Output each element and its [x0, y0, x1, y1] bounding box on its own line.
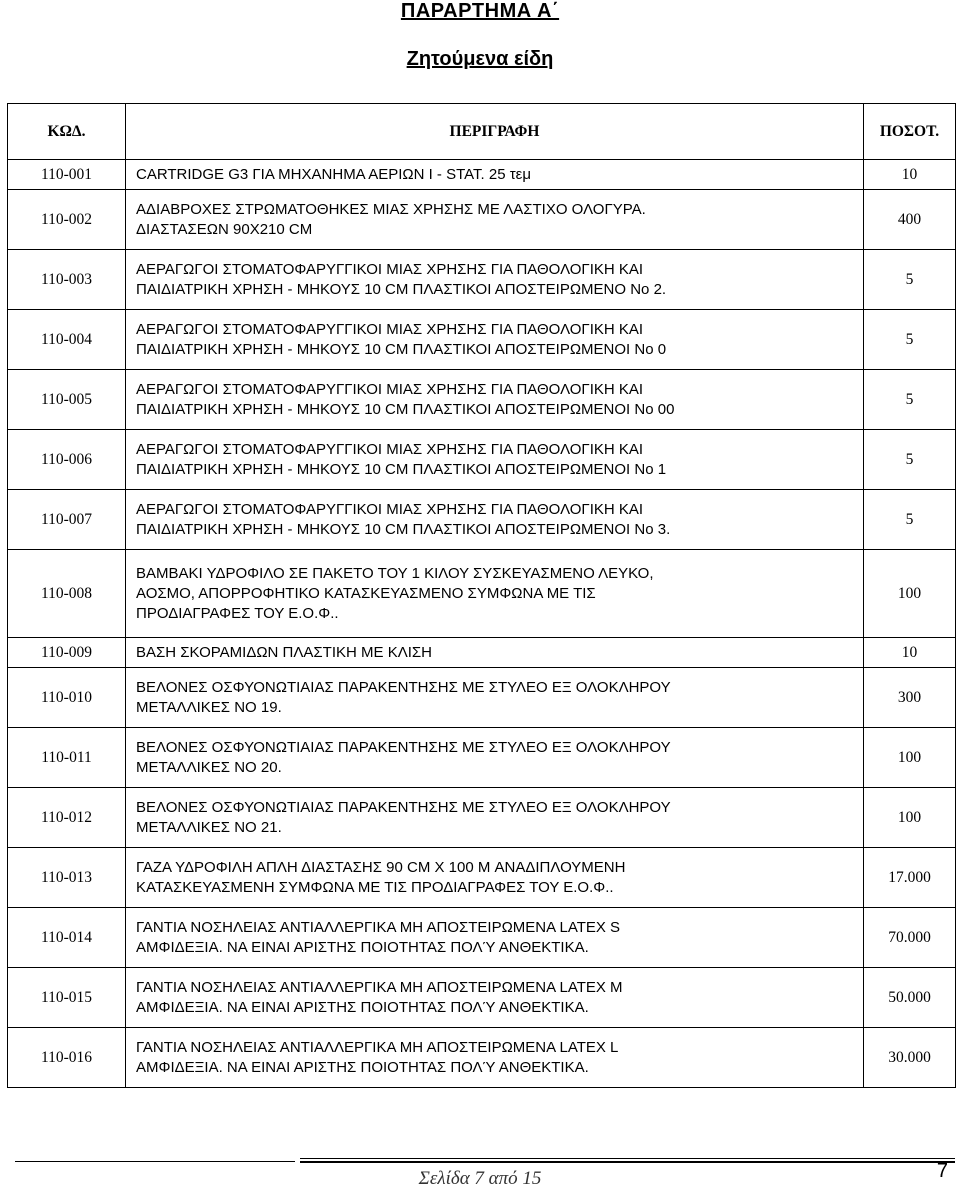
item-code: 110-003	[8, 250, 126, 310]
item-description-line: ΜΕΤΑΛΛΙΚΕΣ ΝΟ 21.	[136, 818, 282, 836]
item-description-line: ΑΕΡΑΓΩΓΟΙ ΣΤΟΜΑΤΟΦΑΡΥΓΓΙΚΟΙ ΜΙΑΣ ΧΡΗΣΗΣ ΓΙΑ ΠΑΘΟΛΟΓΙΚΗ ΚΑΙ	[136, 380, 644, 398]
page-subtitle: Ζητούμενα είδη	[406, 48, 554, 70]
table-row	[8, 310, 956, 370]
table-row	[8, 848, 956, 908]
table-row	[8, 370, 956, 430]
item-code: 110-012	[8, 788, 126, 848]
items-table	[7, 103, 956, 1088]
item-code: 110-006	[8, 430, 126, 490]
item-description	[126, 310, 864, 370]
item-code: 110-005	[8, 370, 126, 430]
item-code: 110-016	[8, 1028, 126, 1088]
item-code: 110-009	[8, 638, 126, 668]
item-description	[126, 1028, 864, 1088]
item-description	[126, 490, 864, 550]
item-description-line: ΜΕΤΑΛΛΙΚΕΣ ΝΟ 20.	[136, 758, 282, 776]
item-quantity: 100	[864, 788, 956, 848]
item-code: 110-015	[8, 968, 126, 1028]
item-description-line: ΑΟΣΜΟ, ΑΠΟΡΡΟΦΗΤΙΚΟ ΚΑΤΑΣΚΕΥΑΣΜΕΝΟ ΣΥΜΦΩΝΑ ΜΕ ΤΙΣ	[136, 584, 596, 602]
table-row	[8, 968, 956, 1028]
column-header-description: ΠΕΡΙΓΡΑΦΗ	[126, 104, 864, 160]
item-quantity: 5	[864, 370, 956, 430]
table-row	[8, 550, 956, 638]
item-description	[126, 370, 864, 430]
item-quantity: 5	[864, 310, 956, 370]
table-row	[8, 490, 956, 550]
item-code: 110-001	[8, 160, 126, 190]
item-description-line: ΒΕΛΟΝΕΣ ΟΣΦΥΟΝΩΤΙΑΙΑΣ ΠΑΡΑΚΕΝΤΗΣΗΣ ΜΕ ΣΤΥΛΕΟ ΕΞ ΟΛΟΚΛΗΡΟΥ	[136, 738, 671, 756]
footer-divider-thin	[300, 1158, 955, 1159]
item-description-line: ΓΑΝΤΙΑ ΝΟΣΗΛΕΙΑΣ ΑΝΤΙΑΛΛΕΡΓΙΚΑ ΜΗ ΑΠΟΣΤΕΙΡΩΜΕΝΑ LATEX S	[136, 918, 621, 936]
item-description-line: ΑΜΦΙΔΕΞΙΑ. ΝΑ ΕΙΝΑΙ ΑΡΙΣΤΗΣ ΠΟΙΟΤΗΤΑΣ ΠΟΛΎ ΑΝΘΕΚΤΙΚΑ.	[136, 938, 589, 956]
item-quantity: 5	[864, 490, 956, 550]
column-header-code: ΚΩΔ.	[8, 104, 126, 160]
item-description-line: CARTRIDGE G3 ΓΙΑ ΜΗΧΑΝΗΜΑ ΑΕΡΙΩΝ Ι - STAT. 25 τεμ	[136, 165, 531, 183]
item-description-line: ΠΑΙΔΙΑΤΡΙΚΗ ΧΡΗΣΗ - ΜΗΚΟΥΣ 10 CM ΠΛΑΣΤΙΚΟΙ ΑΠΟΣΤΕΙΡΩΜΕΝΟΙ Νο 1	[136, 460, 667, 478]
table-body	[8, 160, 956, 1088]
item-code: 110-002	[8, 190, 126, 250]
item-quantity: 100	[864, 728, 956, 788]
item-quantity: 5	[864, 250, 956, 310]
item-description-line: ΠΡΟΔΙΑΓΡΑΦΕΣ ΤΟΥ Ε.Ο.Φ..	[136, 604, 339, 622]
footer-divider-left	[15, 1161, 295, 1162]
item-description-line: ΠΑΙΔΙΑΤΡΙΚΗ ΧΡΗΣΗ - ΜΗΚΟΥΣ 10 CM ΠΛΑΣΤΙΚΟΙ ΑΠΟΣΤΕΙΡΩΜΕΝΟ Νο 2.	[136, 280, 667, 298]
item-quantity: 10	[864, 160, 956, 190]
item-quantity: 30.000	[864, 1028, 956, 1088]
table-row	[8, 668, 956, 728]
item-description	[126, 848, 864, 908]
table-header-row	[8, 104, 956, 160]
footer-divider-thick	[300, 1161, 955, 1163]
item-description	[126, 250, 864, 310]
table-row	[8, 1028, 956, 1088]
item-code: 110-011	[8, 728, 126, 788]
item-description	[126, 788, 864, 848]
table-row	[8, 908, 956, 968]
table-row	[8, 638, 956, 668]
item-description	[126, 430, 864, 490]
item-quantity: 5	[864, 430, 956, 490]
item-code: 110-004	[8, 310, 126, 370]
item-description	[126, 638, 864, 668]
item-description	[126, 550, 864, 638]
item-description-line: ΒΑΜΒΑΚΙ ΥΔΡΟΦΙΛΟ ΣΕ ΠΑΚΕΤΟ ΤΟΥ 1 ΚΙΛΟΥ ΣΥΣΚΕΥΑΣΜΕΝΟ ΛΕΥΚΟ,	[136, 564, 654, 582]
table-row	[8, 250, 956, 310]
item-description	[126, 908, 864, 968]
item-quantity: 400	[864, 190, 956, 250]
item-code: 110-010	[8, 668, 126, 728]
item-quantity: 100	[864, 550, 956, 638]
table-row	[8, 728, 956, 788]
item-description-line: ΑΕΡΑΓΩΓΟΙ ΣΤΟΜΑΤΟΦΑΡΥΓΓΙΚΟΙ ΜΙΑΣ ΧΡΗΣΗΣ ΓΙΑ ΠΑΘΟΛΟΓΙΚΗ ΚΑΙ	[136, 260, 644, 278]
table-row	[8, 430, 956, 490]
item-description-line: ΔΙΑΣΤΑΣΕΩΝ 90Χ210 CM	[136, 220, 313, 238]
item-description-line: ΑΜΦΙΔΕΞΙΑ. ΝΑ ΕΙΝΑΙ ΑΡΙΣΤΗΣ ΠΟΙΟΤΗΤΑΣ ΠΟΛΎ ΑΝΘΕΚΤΙΚΑ.	[136, 998, 589, 1016]
item-description-line: ΓΑΖΑ ΥΔΡΟΦΙΛΗ ΑΠΛΗ ΔΙΑΣΤΑΣΗΣ 90 CM X 100 M ΑΝΑΔΙΠΛΟΥΜΕΝΗ	[136, 858, 626, 876]
item-description-line: ΒΕΛΟΝΕΣ ΟΣΦΥΟΝΩΤΙΑΙΑΣ ΠΑΡΑΚΕΝΤΗΣΗΣ ΜΕ ΣΤΥΛΕΟ ΕΞ ΟΛΟΚΛΗΡΟΥ	[136, 678, 671, 696]
item-description-line: ΠΑΙΔΙΑΤΡΙΚΗ ΧΡΗΣΗ - ΜΗΚΟΥΣ 10 CM ΠΛΑΣΤΙΚΟΙ ΑΠΟΣΤΕΙΡΩΜΕΝΟΙ Νο 3.	[136, 520, 671, 538]
item-description	[126, 160, 864, 190]
item-quantity: 17.000	[864, 848, 956, 908]
item-description	[126, 668, 864, 728]
table-row	[8, 160, 956, 190]
item-description-line: ΑΕΡΑΓΩΓΟΙ ΣΤΟΜΑΤΟΦΑΡΥΓΓΙΚΟΙ ΜΙΑΣ ΧΡΗΣΗΣ ΓΙΑ ΠΑΘΟΛΟΓΙΚΗ ΚΑΙ	[136, 320, 644, 338]
item-description	[126, 968, 864, 1028]
page-title: ΠΑΡΑΡΤΗΜΑ Α΄	[400, 0, 560, 22]
item-description-line: ΜΕΤΑΛΛΙΚΕΣ ΝΟ 19.	[136, 698, 282, 716]
table-row	[8, 190, 956, 250]
item-code: 110-014	[8, 908, 126, 968]
item-description-line: ΠΑΙΔΙΑΤΡΙΚΗ ΧΡΗΣΗ - ΜΗΚΟΥΣ 10 CM ΠΛΑΣΤΙΚΟΙ ΑΠΟΣΤΕΙΡΩΜΕΝΟΙ Νο 00	[136, 400, 675, 418]
footer-page-text: Σελίδα 7 από 15	[418, 1168, 542, 1189]
item-description	[126, 728, 864, 788]
item-quantity: 50.000	[864, 968, 956, 1028]
item-description-line: ΑΔΙΑΒΡΟΧΕΣ ΣΤΡΩΜΑΤΟΘΗΚΕΣ ΜΙΑΣ ΧΡΗΣΗΣ ΜΕ ΛΑΣΤΙΧΟ ΟΛΟΓΥΡΑ.	[136, 200, 646, 218]
item-quantity: 300	[864, 668, 956, 728]
item-code: 110-008	[8, 550, 126, 638]
item-description-line: ΒΑΣΗ ΣΚΟΡΑΜΙΔΩΝ ΠΛΑΣΤΙΚΗ ΜΕ ΚΛΙΣΗ	[136, 643, 432, 661]
item-description-line: ΑΕΡΑΓΩΓΟΙ ΣΤΟΜΑΤΟΦΑΡΥΓΓΙΚΟΙ ΜΙΑΣ ΧΡΗΣΗΣ ΓΙΑ ΠΑΘΟΛΟΓΙΚΗ ΚΑΙ	[136, 500, 644, 518]
item-code: 110-007	[8, 490, 126, 550]
item-description-line: ΑΕΡΑΓΩΓΟΙ ΣΤΟΜΑΤΟΦΑΡΥΓΓΙΚΟΙ ΜΙΑΣ ΧΡΗΣΗΣ ΓΙΑ ΠΑΘΟΛΟΓΙΚΗ ΚΑΙ	[136, 440, 644, 458]
item-quantity: 70.000	[864, 908, 956, 968]
item-description-line: ΓΑΝΤΙΑ ΝΟΣΗΛΕΙΑΣ ΑΝΤΙΑΛΛΕΡΓΙΚΑ ΜΗ ΑΠΟΣΤΕΙΡΩΜΕΝΑ LATEX M	[136, 978, 623, 996]
item-quantity: 10	[864, 638, 956, 668]
item-description-line: ΑΜΦΙΔΕΞΙΑ. ΝΑ ΕΙΝΑΙ ΑΡΙΣΤΗΣ ΠΟΙΟΤΗΤΑΣ ΠΟΛΎ ΑΝΘΕΚΤΙΚΑ.	[136, 1058, 589, 1076]
item-description-line: ΒΕΛΟΝΕΣ ΟΣΦΥΟΝΩΤΙΑΙΑΣ ΠΑΡΑΚΕΝΤΗΣΗΣ ΜΕ ΣΤΥΛΕΟ ΕΞ ΟΛΟΚΛΗΡΟΥ	[136, 798, 671, 816]
item-description-line: ΓΑΝΤΙΑ ΝΟΣΗΛΕΙΑΣ ΑΝΤΙΑΛΛΕΡΓΙΚΑ ΜΗ ΑΠΟΣΤΕΙΡΩΜΕΝΑ LATEX L	[136, 1038, 619, 1056]
item-code: 110-013	[8, 848, 126, 908]
page-number: 7	[936, 1160, 948, 1182]
item-description-line: ΠΑΙΔΙΑΤΡΙΚΗ ΧΡΗΣΗ - ΜΗΚΟΥΣ 10 CM ΠΛΑΣΤΙΚΟΙ ΑΠΟΣΤΕΙΡΩΜΕΝΟΙ Νο 0	[136, 340, 667, 358]
item-description	[126, 190, 864, 250]
table-row	[8, 788, 956, 848]
column-header-quantity: ΠΟΣΟΤ.	[864, 104, 956, 160]
item-description-line: ΚΑΤΑΣΚΕΥΑΣΜΕΝΗ ΣΥΜΦΩΝΑ ΜΕ ΤΙΣ ΠΡΟΔΙΑΓΡΑΦΕΣ ΤΟΥ Ε.Ο.Φ..	[136, 878, 614, 896]
